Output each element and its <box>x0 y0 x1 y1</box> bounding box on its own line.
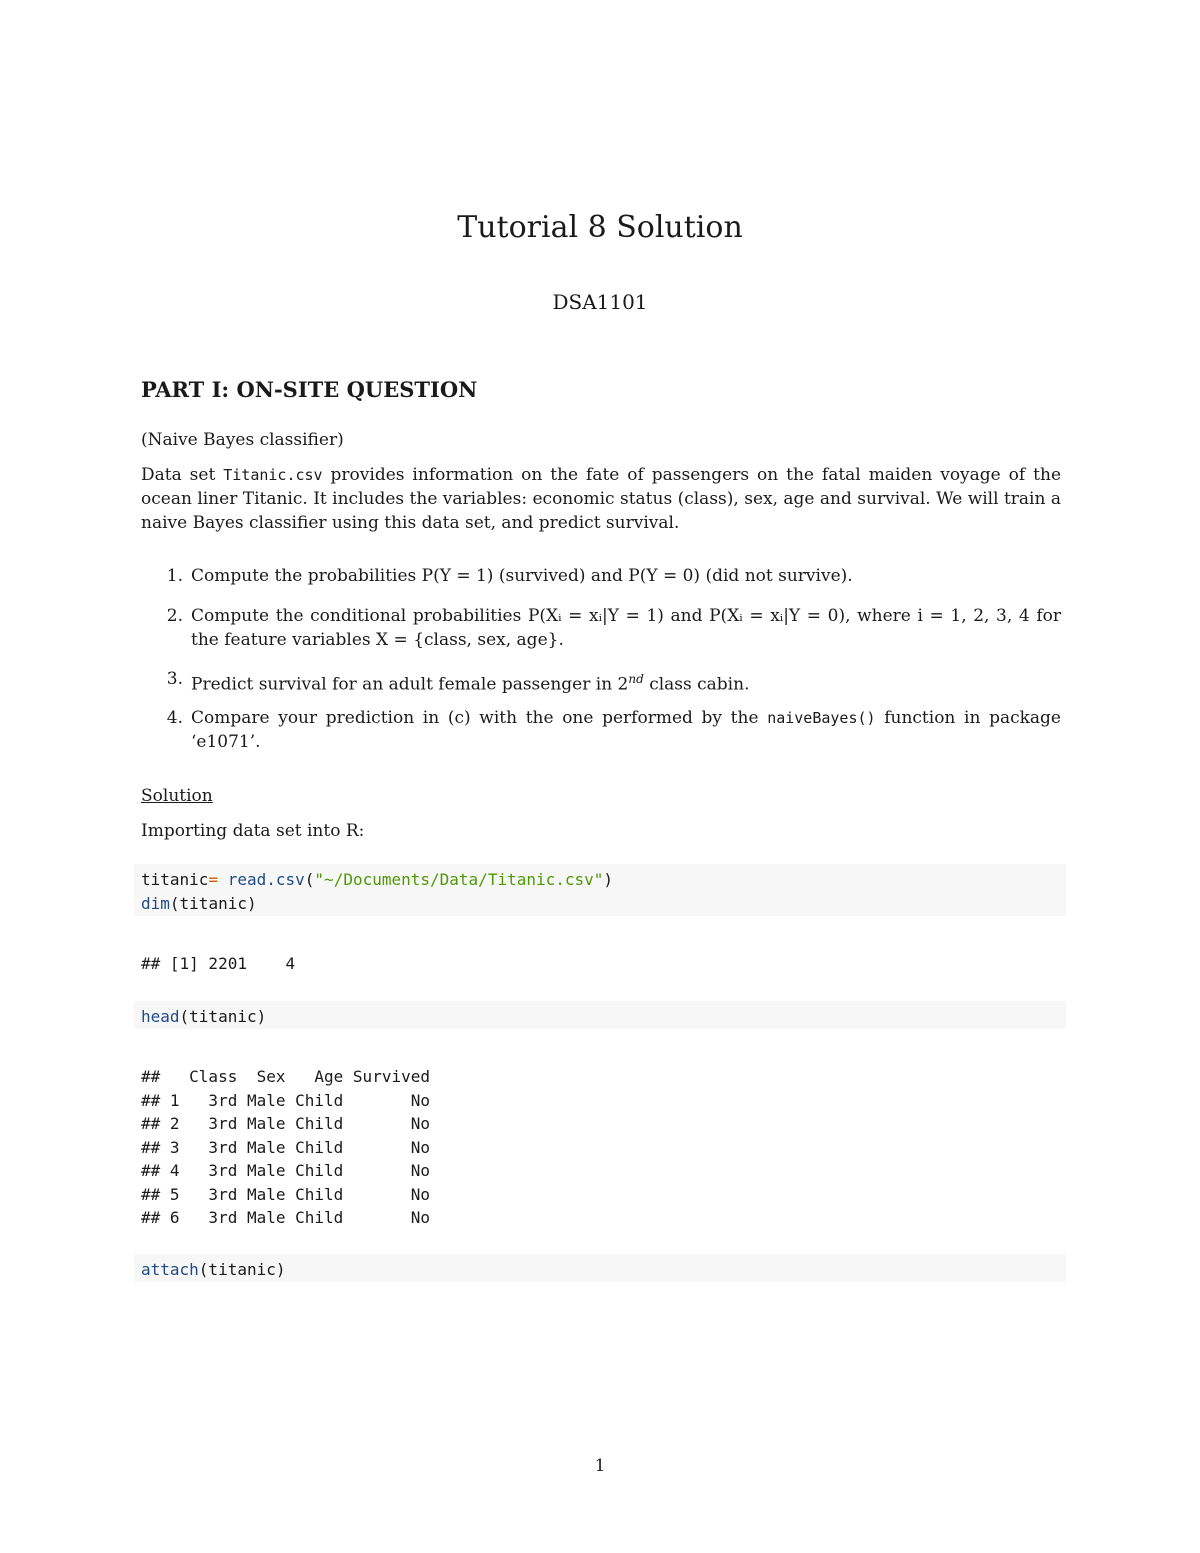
code-args: (titanic) <box>179 1007 267 1026</box>
part-heading: PART I: ON-SITE QUESTION <box>141 377 478 402</box>
question-text: Compute the conditional probabilities P(Xᵢ = xᵢ|Y = 1) and P(Xᵢ = xᵢ|Y = 0), where i = 1, 2, 3, 4 for the feature variables X = {class, sex, age}. <box>191 606 1061 650</box>
course-code: DSA1101 <box>552 290 648 314</box>
topic-label: (Naive Bayes classifier) <box>141 430 344 450</box>
output-line: ## 5 3rd Male Child No <box>141 1184 430 1204</box>
question-text-post: function in package ‘e1071’. <box>191 708 1061 752</box>
question-number: 1. <box>166 566 183 586</box>
question-text-pre: Compare your prediction in (c) with the one performed by the <box>191 708 768 728</box>
output-line: ## 3 3rd Male Child No <box>141 1137 430 1157</box>
question-text <box>191 706 1061 754</box>
ordinal-superscript: nd <box>628 672 644 686</box>
page-number: 1 <box>594 1456 606 1476</box>
question-number: 3. <box>166 669 183 689</box>
function-name: naiveBayes() <box>767 709 876 727</box>
code-operator: = <box>208 870 219 889</box>
code-function: read.csv <box>227 870 305 889</box>
output-line: ## 6 3rd Male Child No <box>141 1208 430 1227</box>
output-dim: ## [1] 2201 4 <box>141 954 296 973</box>
question-text: Compute the probabilities P(Y = 1) (survived) and P(Y = 0) (did not survive). <box>191 566 853 586</box>
code-function: attach <box>141 1260 199 1279</box>
output-head-table <box>141 1065 430 1230</box>
output-line: ## 2 3rd Male Child No <box>141 1114 430 1133</box>
code-block-attach <box>134 1254 1066 1282</box>
code-block-read <box>134 864 1066 916</box>
code-function: head <box>141 1007 180 1026</box>
intro-paragraph <box>141 463 1061 535</box>
importing-text: Importing data set into R: <box>141 821 365 841</box>
code-function: dim <box>141 894 170 913</box>
output-line: ## 1 3rd Male Child No <box>141 1090 430 1110</box>
question-text-pre: Predict survival for an adult female passenger in 2 <box>191 674 629 695</box>
question-number: 2. <box>166 606 183 626</box>
code-paren: ) <box>603 870 614 889</box>
document-title: Tutorial 8 Solution <box>457 210 743 245</box>
code-args: (titanic) <box>169 894 257 913</box>
question-number: 4. <box>166 708 183 728</box>
intro-post: provides information on the fate of passengers on the fatal maiden voyage of the ocean liner Titanic. It includes the variables: economic status (class), sex, age and survival. We will train a naive Bayes classifier using this data set, and predict survival. <box>141 465 1062 533</box>
solution-label: Solution <box>141 786 213 806</box>
code-args: (titanic) <box>198 1260 286 1279</box>
question-text-post: class cabin. <box>643 674 750 695</box>
code-string: "~/Documents/Data/Titanic.csv" <box>314 870 604 889</box>
code-paren: ( <box>304 870 315 889</box>
intro-pre: Data set <box>141 465 224 485</box>
question-text <box>191 667 1061 697</box>
output-line: ## Class Sex Age Survived <box>141 1067 430 1086</box>
intro-filename: Titanic.csv <box>223 466 323 484</box>
code-block-head <box>134 1001 1066 1029</box>
code-var: titanic <box>141 870 209 889</box>
output-line: ## 4 3rd Male Child No <box>141 1161 430 1180</box>
